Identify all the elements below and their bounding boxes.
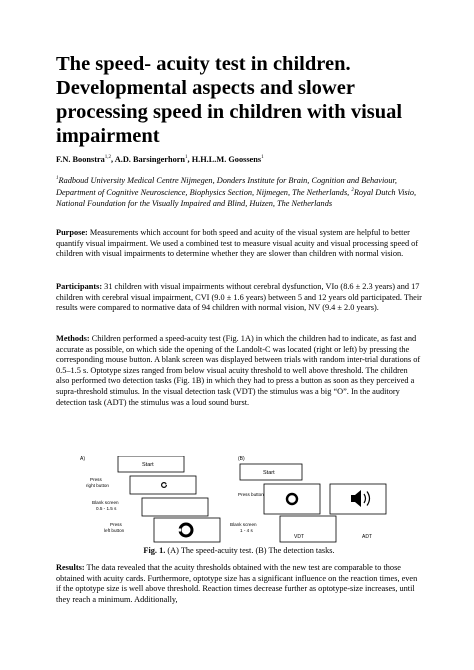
figure-1-diagram bbox=[80, 456, 400, 544]
results-text: The data revealed that the acuity thresholds obtained with the new test are comparable to those obtained with acuity cards. Furthermore, optotype size has a significant influence on the reaction times, even if the optotype size is well above threshold. Reaction times decrease further as optotype-size increases, until they reach a minimum. Additionally, bbox=[56, 563, 418, 604]
results-paragraph bbox=[56, 563, 422, 605]
start-label-b: Start bbox=[263, 470, 275, 476]
participants-paragraph bbox=[56, 282, 422, 314]
figure-caption bbox=[56, 546, 422, 557]
vdt-screen bbox=[264, 484, 320, 514]
purpose-label: Purpose: bbox=[56, 228, 88, 237]
start-label-a: Start bbox=[142, 462, 154, 468]
blank-screen-a bbox=[142, 498, 208, 516]
author-list: F.N. Boonstra$^{1,2}$, A.D. Barsingerhorn$^1$, H.H.L.M. Goossens$^1$ bbox=[56, 154, 264, 164]
blank-screen-a-line2: 0.5 - 1.5 s bbox=[96, 506, 117, 511]
trial-screen-left bbox=[154, 518, 220, 542]
paper-title: The speed- acuity test in children. Developmental aspects and slower processing speed in children with visual impairment bbox=[56, 53, 403, 147]
results-label: Results: bbox=[56, 563, 85, 572]
methods-text: Children performed a speed-acuity test (Fig. 1A) in which the children had to indicate, as fast and accurate as possible, on which side the opening of the Landolt-C was located (right or left) by pressing the corresponding mouse button. A blank screen was displayed between trials with random inter-trial durations of 0.5–1.5 s. Optotype sizes ranged from below visual acuity threshold to well above threshold. The children also performed two detection tasks (Fig. 1B) in which they had to press a button as soon as they perceived a supra-threshold stimulus. In the visual detection task (VDT) the stimulus was a big “O”. In the auditory detection task (ADT) the stimulus was a loud sound burst. bbox=[56, 334, 421, 407]
blank-screen-a-line1: Blank screen bbox=[92, 500, 119, 505]
press-left-line1: Press bbox=[110, 522, 122, 527]
panel-a-label: A) bbox=[80, 456, 85, 462]
author-affiliation-mark: 1 bbox=[261, 155, 264, 160]
methods-paragraph bbox=[56, 334, 422, 408]
author-name: A.D. Barsingerhorn bbox=[114, 154, 186, 164]
caption-text: (A) The speed-acuity test. (B) The detection tasks. bbox=[165, 546, 335, 555]
press-right-line1: Press bbox=[90, 477, 102, 482]
methods-label: Methods: bbox=[56, 334, 90, 343]
affiliation-mark: 1 bbox=[56, 176, 59, 181]
caption-label: Fig. 1. bbox=[143, 546, 166, 555]
purpose-text: Measurements which account for both speed and acuity of the visual system are helpful to better quantify visual impairment. We used a combined test to measure visual acuity and visual processing speed of children with visual impairments to determine whether they are slower than children with normal vision. bbox=[56, 228, 419, 259]
blank-screen-b-line2: 1 - 4 s bbox=[240, 528, 253, 533]
affiliation-mark: 2 bbox=[351, 188, 354, 194]
author-affiliation-mark: 1 bbox=[185, 155, 188, 160]
figure-1 bbox=[80, 456, 400, 544]
trial-screen-right bbox=[130, 476, 196, 494]
participants-text: 31 children with visual impairments without cerebral dysfunction, VIo (8.6 ± 2.3 years) and 17 children with cerebral visual impairment, CVI (9.0 ± 1.6 years) between 5 and 12 years old participated. Their results were compared to normative data of 94 children with normal vision, NV (9.4 ± 2.0 years). bbox=[56, 282, 422, 313]
author-name: F.N. Boonstra bbox=[56, 154, 105, 164]
author-affiliation-mark: 1,2 bbox=[104, 155, 112, 160]
affiliations bbox=[56, 174, 422, 209]
affiliation-text: Royal Dutch Visio, National Foundation for the Visually Impaired and Blind, Huizen, The Netherlands bbox=[56, 188, 417, 208]
press-right-line2: right button bbox=[86, 483, 109, 488]
panel-b-label: (B) bbox=[238, 456, 245, 462]
author-name: H.H.L.M. Goossens bbox=[191, 154, 262, 164]
vdt-label: VDT bbox=[294, 534, 304, 540]
affiliation-text: Radboud University Medical Centre Nijmegen, Donders Institute for Brain, Cognition and Behaviour, Department of Cognitive Neuroscience, Biophysics Section, Nijmegen, The Netherlands, bbox=[56, 175, 397, 198]
participants-label: Participants: bbox=[56, 282, 103, 291]
adt-label: ADT bbox=[362, 534, 372, 540]
press-left-line2: left button bbox=[104, 528, 125, 533]
purpose-paragraph bbox=[56, 228, 422, 260]
blank-screen-b bbox=[280, 516, 336, 542]
blank-screen-b-line1: Blank screen bbox=[230, 522, 257, 527]
press-button-b: Press button bbox=[238, 492, 264, 497]
